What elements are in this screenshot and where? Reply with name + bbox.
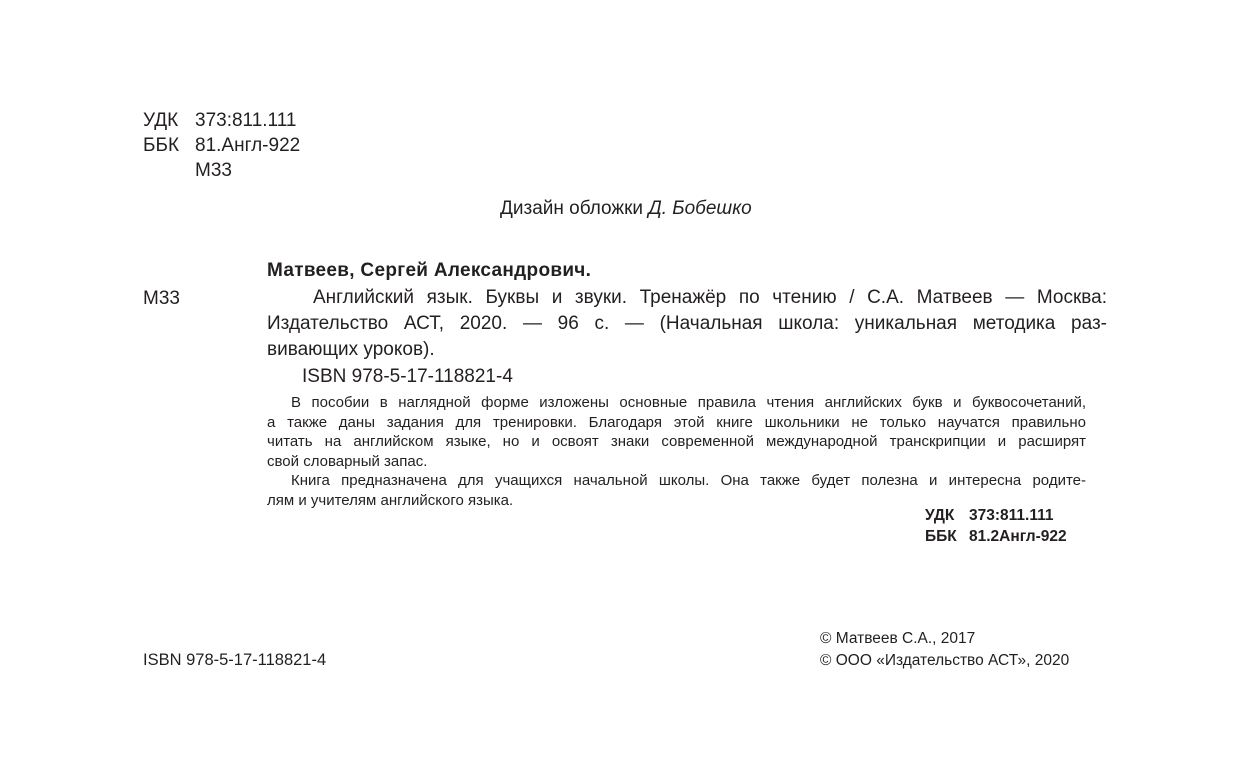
- isbn-entry: ISBN 978-5-17-118821-4: [302, 366, 513, 387]
- classification-bottom: [925, 505, 1067, 547]
- bbk-label: ББК: [143, 135, 180, 156]
- cover-design-prefix: Дизайн обложки: [500, 198, 644, 219]
- annotation-line: Книга предназначена для учащихся начальной школы. Она также будет полезна и интересна родите-: [291, 472, 1086, 489]
- copyright-line: © Матвеев С.А., 2017: [820, 630, 976, 647]
- bib-line: вивающих уроков).: [267, 339, 435, 360]
- bibliographic-description: [267, 285, 1107, 363]
- cover-design-credit: [500, 198, 752, 220]
- udk-bottom-value: 373:811.111: [969, 507, 1054, 524]
- annotation-line: В пособии в наглядной форме изложены основные правила чтения английских букв и буквосочетаний,: [291, 394, 1086, 411]
- annotation-line: а также даны задания для тренировки. Благодаря этой книге школьники не только научатся правильно: [267, 413, 1086, 431]
- udk-bottom-line: [925, 505, 1067, 526]
- annotation-line: свой словарный запас.: [267, 452, 428, 470]
- udk-bottom-label: УДК: [925, 507, 955, 524]
- annotation-line: читать на английском языке, но и освоят знаки современной международной транскрипции и расширят: [267, 433, 1086, 450]
- bbk-bottom-label: ББК: [925, 528, 957, 545]
- bbk-value: 81.Англ-922: [195, 135, 301, 156]
- author-mark-side: М33: [143, 288, 180, 309]
- bbk-bottom-line: [925, 526, 1067, 547]
- bbk-line: [143, 133, 300, 158]
- copyright-line: © ООО «Издательство АСТ», 2020: [820, 652, 1070, 669]
- udk-value: 373:811.111: [195, 110, 297, 131]
- author-mark-line: [143, 158, 300, 183]
- author-mark: М33: [195, 160, 232, 181]
- annotation: [267, 393, 1086, 510]
- annotation-line: лям и учителям английского языка.: [267, 491, 514, 509]
- author-heading: Матвеев, Сергей Александрович.: [267, 260, 592, 281]
- bib-line: Английский язык. Буквы и звуки. Тренажёр по чтению / С.А. Матвеев — Москва:: [313, 287, 1107, 308]
- copyright-block: [820, 628, 1069, 672]
- isbn-bottom: ISBN 978-5-17-118821-4: [143, 651, 327, 669]
- classification-block: [143, 108, 300, 183]
- cover-designer-name: Д. Бобешко: [648, 198, 752, 219]
- udk-label: УДК: [143, 110, 179, 131]
- bib-line: Издательство АСТ, 2020. — 96 с. — (Начальная школа: уникальная методика раз-: [267, 313, 1107, 334]
- bbk-bottom-value: 81.2Англ-922: [969, 528, 1067, 545]
- udk-line: [143, 108, 300, 133]
